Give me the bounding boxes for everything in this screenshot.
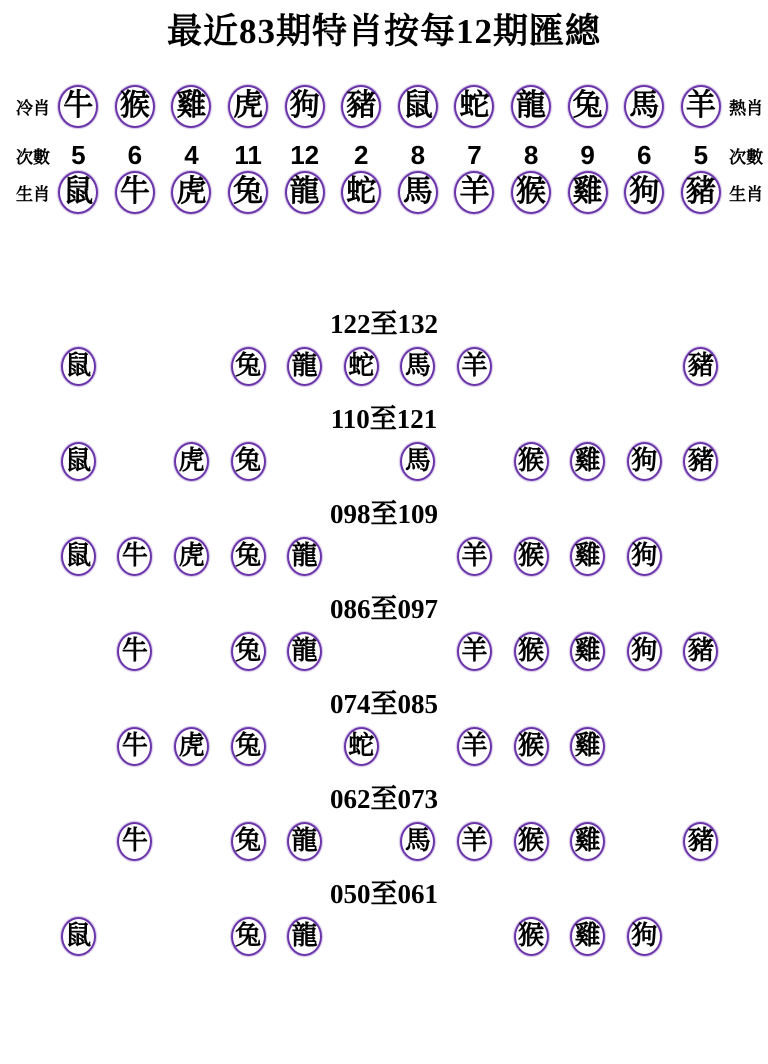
- zodiac-cell: [50, 171, 107, 214]
- period-range: 050至061: [330, 879, 438, 909]
- summary-header: [0, 84, 768, 214]
- zodiac-circle: 雞: [570, 442, 605, 481]
- zodiac-cell: [446, 347, 503, 386]
- zodiac-cell: [220, 171, 277, 214]
- zodiac-circle: 兔: [228, 171, 268, 214]
- zodiac-cell: [559, 632, 616, 671]
- zodiac-cell: [220, 822, 277, 861]
- zodiac-cell: [446, 171, 503, 214]
- count-cell: [616, 140, 673, 171]
- count-label-left: 次數: [16, 147, 50, 167]
- zodiac-cell: [673, 537, 730, 576]
- count-cell: [163, 140, 220, 171]
- count-value: 7: [467, 139, 482, 170]
- zodiac-cell: [107, 442, 164, 481]
- period-section: [0, 404, 768, 481]
- zodiac-cell: [446, 632, 503, 671]
- count-cell: [446, 140, 503, 171]
- zodiac-circle: 狗: [627, 442, 662, 481]
- zodiac-cell: [616, 822, 673, 861]
- zodiac-circle: 猴: [514, 822, 549, 861]
- page-title: 最近83期特肖按每12期匯總: [166, 12, 601, 51]
- zodiac-cell: [220, 85, 277, 128]
- zodiac-circle: 鼠: [61, 347, 96, 386]
- zodiac-circle: 狗: [627, 537, 662, 576]
- period-section: [0, 499, 768, 576]
- zodiac-circle: 豬: [681, 171, 721, 214]
- zodiac-circle: 鼠: [58, 171, 98, 214]
- zodiac-cell: [333, 822, 390, 861]
- zodiac-circle: 龍: [285, 171, 325, 214]
- zodiac-cell: [503, 822, 560, 861]
- zodiac-cell: [333, 171, 390, 214]
- count-cell: [559, 140, 616, 171]
- zodiac-cell: [333, 917, 390, 956]
- zodiac-cell: [333, 537, 390, 576]
- zodiac-circle: 牛: [115, 171, 155, 214]
- zodiac-circle: 雞: [570, 917, 605, 956]
- zodiac-cell: [50, 442, 107, 481]
- zodiac-circle: 羊: [457, 347, 492, 386]
- zodiac-cell: [559, 917, 616, 956]
- zodiac-circle: 羊: [457, 537, 492, 576]
- zodiac-circle: 豬: [341, 85, 381, 128]
- zodiac-circle: 龍: [287, 822, 322, 861]
- zodiac-order-row: [0, 170, 768, 214]
- zodiac-cell: [673, 917, 730, 956]
- zodiac-circle: 豬: [683, 442, 718, 481]
- zodiac-cell: [50, 632, 107, 671]
- zodiac-cell: [390, 822, 447, 861]
- zodiac-cell: [559, 727, 616, 766]
- zodiac-circle: 牛: [58, 85, 98, 128]
- zodiac-cell: [107, 171, 164, 214]
- zodiac-cell: [390, 442, 447, 481]
- zodiac-cell: [276, 537, 333, 576]
- count-value: 5: [71, 139, 86, 170]
- zodiac-cell: [616, 917, 673, 956]
- zodiac-circle: 蛇: [454, 85, 494, 128]
- zodiac-cell: [673, 347, 730, 386]
- count-label-right: 次數: [729, 147, 764, 167]
- zodiac-cell: [616, 632, 673, 671]
- zodiac-cell: [446, 85, 503, 128]
- zodiac-cell: [390, 727, 447, 766]
- zodiac-circle: 龍: [287, 632, 322, 671]
- period-sections: [0, 309, 768, 956]
- zodiac-circle: 牛: [117, 822, 152, 861]
- zodiac-cell: [163, 537, 220, 576]
- zodiac-circle: 雞: [570, 727, 605, 766]
- period-range: 062至073: [330, 784, 438, 814]
- zodiac-cell: [559, 85, 616, 128]
- zodiac-cell: [333, 347, 390, 386]
- zodiac-cell: [220, 537, 277, 576]
- zodiac-circle: 牛: [117, 537, 152, 576]
- zodiac-presence-row: [0, 821, 768, 861]
- period-section: [0, 594, 768, 671]
- zodiac-cell: [446, 727, 503, 766]
- zodiac-circle: 鼠: [61, 917, 96, 956]
- zodiac-cell: [559, 537, 616, 576]
- zodiac-cell: [616, 727, 673, 766]
- zodiac-cell: [559, 822, 616, 861]
- zodiac-circle: 兔: [231, 727, 266, 766]
- zodiac-circle: 羊: [681, 85, 721, 128]
- zodiac-cell: [220, 727, 277, 766]
- zodiac-cell: [163, 822, 220, 861]
- cold-hot-row: [0, 84, 768, 128]
- zodiac-cell: [503, 727, 560, 766]
- zodiac-cell: [276, 727, 333, 766]
- zodiac-cell: [163, 347, 220, 386]
- zodiac-cell: [616, 85, 673, 128]
- zodiac-presence-row: [0, 916, 768, 956]
- period-range: 074至085: [330, 689, 438, 719]
- zodiac-cell: [503, 537, 560, 576]
- period-section: [0, 309, 768, 386]
- zodiac-circle: 狗: [285, 85, 325, 128]
- count-value: 5: [693, 139, 709, 170]
- zodiac-circle: 鼠: [398, 85, 438, 128]
- count-value: 6: [637, 139, 652, 170]
- zodiac-cell: [220, 632, 277, 671]
- zodiac-circle: 豬: [683, 822, 718, 861]
- zodiac-cell: [503, 917, 560, 956]
- period-range: 098至109: [330, 499, 438, 529]
- zodiac-circle: 狗: [624, 171, 664, 214]
- zodiac-cell: [390, 632, 447, 671]
- zodiac-circle: 猴: [115, 85, 155, 128]
- zodiac-cell: [107, 822, 164, 861]
- zodiac-circle: 牛: [117, 727, 152, 766]
- count-cell: [276, 140, 333, 171]
- zodiac-cell: [163, 171, 220, 214]
- count-row: [0, 139, 768, 170]
- zodiac-circle: 雞: [570, 632, 605, 671]
- zodiac-cell: [163, 442, 220, 481]
- zodiac-cell: [50, 537, 107, 576]
- zodiac-circle: 馬: [398, 171, 438, 214]
- zodiac-circle: 蛇: [341, 171, 381, 214]
- period-range: 086至097: [330, 594, 438, 624]
- zodiac-cell: [673, 442, 730, 481]
- zodiac-cell: [446, 917, 503, 956]
- zodiac-cell: [390, 347, 447, 386]
- zodiac-circle: 狗: [627, 632, 662, 671]
- zodiac-circle: 兔: [231, 632, 266, 671]
- zodiac-presence-row: [0, 631, 768, 671]
- count-cell: [220, 140, 277, 171]
- zodiac-cell: [390, 171, 447, 214]
- zodiac-cell: [673, 632, 730, 671]
- zodiac-cell: [163, 85, 220, 128]
- zodiac-cell: [220, 347, 277, 386]
- zodiac-circle: 猴: [514, 632, 549, 671]
- zodiac-cell: [50, 347, 107, 386]
- zodiac-cell: [220, 442, 277, 481]
- zodiac-cell: [333, 727, 390, 766]
- count-value: 12: [290, 139, 320, 170]
- zodiac-cell: [446, 537, 503, 576]
- zodiac-cell: [50, 85, 107, 128]
- zodiac-cell: [50, 727, 107, 766]
- zodiac-cell: [333, 442, 390, 481]
- zodiac-circle: 猴: [514, 917, 549, 956]
- zodiac-cell: [503, 347, 560, 386]
- zodiac-circle: 龍: [287, 917, 322, 956]
- zodiac-circle: 羊: [457, 822, 492, 861]
- zodiac-circle: 兔: [568, 85, 608, 128]
- zodiac-cell: [107, 347, 164, 386]
- zodiac-cell: [390, 85, 447, 128]
- zodiac-circle: 羊: [457, 632, 492, 671]
- period-section: [0, 689, 768, 766]
- period-section: [0, 784, 768, 861]
- zodiac-presence-row: [0, 346, 768, 386]
- zodiac-cell: [616, 347, 673, 386]
- zodiac-circle: 馬: [624, 85, 664, 128]
- count-cell: [390, 140, 447, 171]
- zodiac-cell: [390, 537, 447, 576]
- zodiac-presence-row: [0, 536, 768, 576]
- zodiac-circle: 龍: [511, 85, 551, 128]
- zodiac-circle: 雞: [171, 85, 211, 128]
- zodiac-circle: 猴: [511, 171, 551, 214]
- period-section: [0, 879, 768, 956]
- zodiac-presence-row: [0, 441, 768, 481]
- zodiac-circle: 鼠: [61, 537, 96, 576]
- zodiac-circle: 猴: [514, 442, 549, 481]
- zodiac-circle: 馬: [400, 347, 435, 386]
- zodiac-cell: [276, 822, 333, 861]
- zodiac-cell: [107, 85, 164, 128]
- zodiac-cell: [446, 442, 503, 481]
- zodiac-cell: [559, 347, 616, 386]
- count-cell: [333, 140, 390, 171]
- zodiac-cell: [673, 171, 730, 214]
- zodiac-cell: [333, 632, 390, 671]
- period-range: 122至132: [330, 309, 438, 339]
- zodiac-cell: [107, 917, 164, 956]
- zodiac-cell: [559, 171, 616, 214]
- zodiac-cell: [616, 442, 673, 481]
- count-value: 8: [410, 139, 426, 170]
- zodiac-circle: 羊: [454, 171, 494, 214]
- zodiac-cell: [50, 917, 107, 956]
- zodiac-circle: 鼠: [61, 442, 96, 481]
- cold-label: 冷肖: [16, 98, 50, 118]
- zodiac-cell: [276, 442, 333, 481]
- count-cell: [107, 140, 164, 171]
- zodiac-circle: 蛇: [344, 727, 379, 766]
- zodiac-presence-row: [0, 726, 768, 766]
- zodiac-circle: 兔: [231, 822, 266, 861]
- count-value: 8: [523, 139, 539, 170]
- zodiac-circle: 豬: [683, 347, 718, 386]
- zodiac-circle: 馬: [400, 822, 435, 861]
- zodiac-circle: 猴: [514, 727, 549, 766]
- zodiac-cell: [220, 917, 277, 956]
- zodiac-circle: 狗: [627, 917, 662, 956]
- zodiac-circle: 馬: [400, 442, 435, 481]
- zodiac-cell: [276, 85, 333, 128]
- zodiac-circle: 龍: [287, 347, 322, 386]
- count-cell: [503, 140, 560, 171]
- zodiac-circle: 兔: [231, 442, 266, 481]
- zodiac-circle: 豬: [683, 632, 718, 671]
- zodiac-circle: 虎: [171, 171, 211, 214]
- zodiac-circle: 牛: [117, 632, 152, 671]
- zodiac-cell: [559, 442, 616, 481]
- count-cell: [50, 140, 107, 171]
- zodiac-circle: 虎: [228, 85, 268, 128]
- zodiac-cell: [107, 632, 164, 671]
- zodiac-circle: 虎: [174, 442, 209, 481]
- hot-label: 熱肖: [729, 98, 764, 118]
- zodiac-cell: [390, 917, 447, 956]
- zodiac-cell: [276, 632, 333, 671]
- count-value: 4: [184, 139, 199, 170]
- zodiac-cell: [163, 727, 220, 766]
- zodiac-circle: 雞: [570, 537, 605, 576]
- count-value: 11: [234, 139, 262, 170]
- zodiac-cell: [276, 171, 333, 214]
- zodiac-cell: [276, 347, 333, 386]
- zodiac-circle: 龍: [287, 537, 322, 576]
- zodiac-circle: 雞: [568, 171, 608, 214]
- zodiac-cell: [503, 85, 560, 128]
- zodiac-circle: 兔: [231, 537, 266, 576]
- count-value: 6: [127, 139, 143, 170]
- zodiac-cell: [276, 917, 333, 956]
- zodiac-cell: [107, 727, 164, 766]
- zodiac-cell: [107, 537, 164, 576]
- count-value: 2: [354, 139, 369, 170]
- zodiac-circle: 虎: [174, 727, 209, 766]
- zodiac-cell: [333, 85, 390, 128]
- zodiac-cell: [673, 85, 730, 128]
- count-value: 9: [580, 139, 595, 170]
- zodiac-cell: [673, 822, 730, 861]
- zodiac-circle: 兔: [231, 347, 266, 386]
- zodiac-circle: 猴: [514, 537, 549, 576]
- zodiac-circle: 雞: [570, 822, 605, 861]
- zodiac-cell: [616, 537, 673, 576]
- count-cell: [673, 140, 730, 171]
- zodiac-cell: [503, 171, 560, 214]
- period-range: 110至121: [330, 404, 438, 434]
- zodiac-cell: [673, 727, 730, 766]
- zodiac-label-left: 生肖: [16, 184, 50, 204]
- zodiac-cell: [503, 442, 560, 481]
- zodiac-circle: 兔: [231, 917, 266, 956]
- zodiac-circle: 蛇: [344, 347, 379, 386]
- zodiac-cell: [616, 171, 673, 214]
- zodiac-cell: [503, 632, 560, 671]
- zodiac-label-right: 生肖: [729, 184, 764, 204]
- zodiac-cell: [163, 632, 220, 671]
- zodiac-cell: [163, 917, 220, 956]
- zodiac-cell: [50, 822, 107, 861]
- zodiac-circle: 羊: [457, 727, 492, 766]
- zodiac-circle: 虎: [174, 537, 209, 576]
- zodiac-cell: [446, 822, 503, 861]
